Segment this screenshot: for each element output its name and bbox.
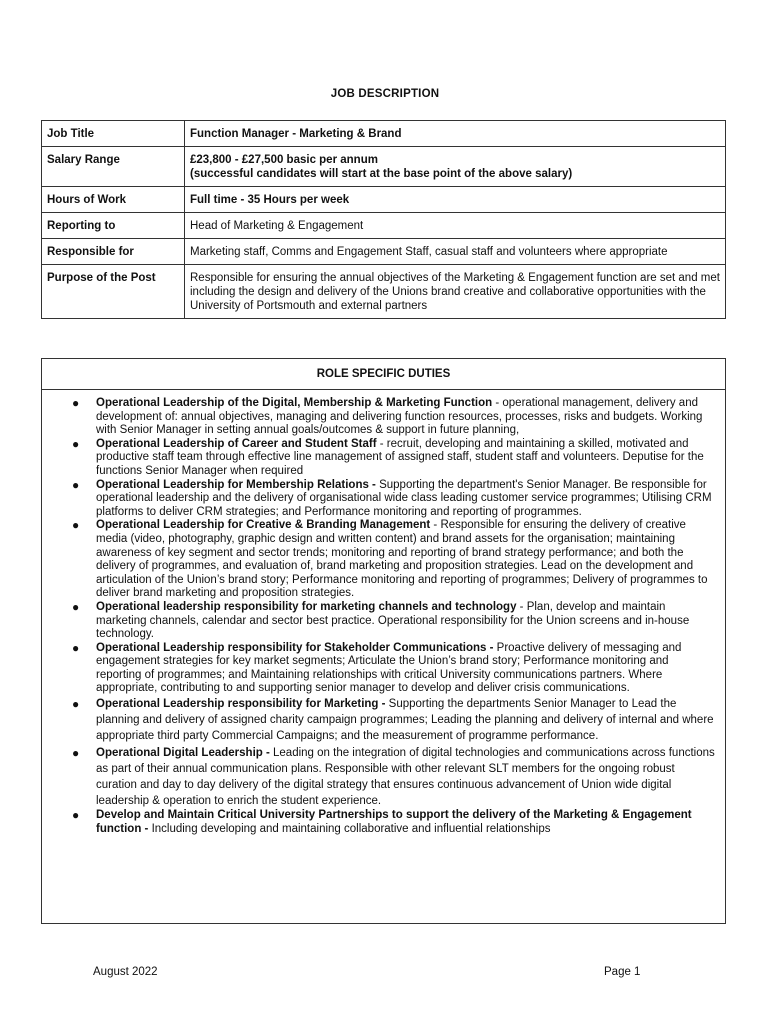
- bullet-icon: ●: [72, 640, 80, 655]
- duty-item: [42, 519, 725, 601]
- duty-heading: Operational Leadership responsibility for Marketing -: [96, 698, 386, 711]
- info-value-text: Responsible for ensuring the annual objectives of the Marketing & Engagement function are set and met including the design and delivery of the Unions brand creative and collaborative opportunities with the University of Portsmouth and external partners: [190, 272, 720, 312]
- duty-heading: Operational leadership responsibility for marketing channels and technology: [96, 600, 517, 613]
- bullet-icon: ●: [72, 477, 80, 492]
- info-value-note: (successful candidates will start at the base point of the above salary): [190, 168, 573, 180]
- duty-text: Proactive delivery of messaging and engagement strategies for key market segments; Articulate the Union’s brand story; Performance monitoring and reporting of programmes; and Maintaining relationships with critical University communications partners. Where appropriate, contributing to and supporting senior manager to develop and deliver crisis communications.: [96, 641, 682, 695]
- duty-item: [42, 696, 725, 745]
- info-row: [42, 265, 726, 319]
- info-row: [42, 213, 726, 239]
- bullet-icon: ●: [72, 518, 80, 533]
- footer-page-number: Page 1: [604, 966, 641, 978]
- info-label: Salary Range: [42, 147, 185, 187]
- duties-heading: ROLE SPECIFIC DUTIES: [42, 359, 725, 390]
- duty-item: [42, 642, 725, 696]
- info-value: [185, 265, 726, 319]
- info-value-text: Function Manager - Marketing & Brand: [190, 128, 402, 140]
- bullet-icon: ●: [72, 436, 80, 451]
- info-label: Job Title: [42, 121, 185, 147]
- duty-heading: Operational Leadership responsibility for Stakeholder Communications -: [96, 641, 494, 654]
- duty-item: [42, 745, 725, 810]
- duty-heading: Operational Leadership for Creative & Branding Management: [96, 519, 431, 532]
- duty-heading: Operational Digital Leadership -: [96, 746, 270, 759]
- duty-item: [42, 479, 725, 520]
- document-title: JOB DESCRIPTION: [330, 88, 440, 100]
- info-value-text: Head of Marketing & Engagement: [190, 220, 364, 232]
- info-value-text: £23,800 - £27,500 basic per annum: [190, 154, 378, 166]
- info-value: [185, 239, 726, 265]
- duty-text: - Responsible for ensuring the delivery of creative media (video, photography, graphic design and written content) and brand assets for the organisation; maintaining awareness of key segment and sector trends; monitoring and reporting of brand strategy performance; and both the delivery of programmes, and evaluation of, brand marketing and proposition strategies. Lead on the development and articulation of the Union’s brand story; Performance monitoring and reporting of programmes; Delivery of programmes to deliver brand marketing and proposition strategies.: [96, 519, 708, 600]
- bullet-icon: ●: [72, 745, 80, 760]
- duty-text: Supporting the department's Senior Manager. Be responsible for operational leadership and the delivery of organisational wide class leading customer service programmes; Utilising CRM platforms to deliver CRM strategies; and Performance monitoring and reporting of programmes.: [96, 478, 712, 518]
- info-label: Hours of Work: [42, 187, 185, 213]
- bullet-icon: ●: [72, 396, 80, 410]
- duty-item: [42, 397, 725, 438]
- role-duties-box: [41, 358, 726, 924]
- info-value: [185, 213, 726, 239]
- info-value: [185, 187, 726, 213]
- bullet-icon: ●: [72, 599, 80, 614]
- duty-item: [42, 438, 725, 479]
- duty-text: - operational management, delivery and development of: annual objectives, managing and delivering function resources, processes, risks and budgets. Working with Senior Manager in setting annual goals/outcomes & support in future planning,: [96, 397, 703, 437]
- duty-text: - Plan, develop and maintain marketing channels, calendar and sector best practice. Operational responsibility for the Union screens and in-house technology.: [96, 600, 690, 641]
- info-value-text: Marketing staff, Comms and Engagement Staff, casual staff and volunteers where appropriate: [190, 246, 668, 258]
- info-value-text: Full time - 35 Hours per week: [190, 194, 350, 206]
- duty-text: Supporting the departments Senior Manager to Lead the planning and delivery of assigned charity campaign programmes; Leading the planning and delivery of internal and where appropriate third party Commercial Campaigns; and the measurement of programme performance.: [96, 698, 714, 743]
- info-row: [42, 239, 726, 265]
- job-info-table: [41, 120, 726, 319]
- duty-heading: Operational Leadership of the Digital, Membership & Marketing Function: [96, 397, 493, 409]
- duty-heading: Develop and Maintain Critical University Partnerships to support the delivery of the Marketing & Engagement function -: [96, 809, 692, 836]
- info-label: Purpose of the Post: [42, 265, 185, 319]
- info-row: [42, 187, 726, 213]
- info-value: [185, 147, 726, 187]
- duty-item: [42, 601, 725, 642]
- info-value: [185, 121, 726, 147]
- duty-text: Leading on the integration of digital technologies and communications across functions as part of their annual communication plans. Responsible with other relevant SLT members for the ongoing robust curation and day to day delivery of the digital strategy that ensures continuous advancement of Union wide digital leadership & operation to enrich the student experience.: [96, 746, 715, 808]
- info-row: [42, 121, 726, 147]
- duty-heading: Operational Leadership for Membership Relations -: [96, 478, 376, 491]
- bullet-icon: ●: [72, 697, 80, 712]
- info-label: Reporting to: [42, 213, 185, 239]
- duty-item: [42, 809, 725, 836]
- duty-text: - recruit, developing and maintaining a skilled, motivated and productive staff team through effective line management of assigned staff, student staff and volunteers. Deputise for the functions Senior Manager when required: [96, 437, 704, 477]
- duty-text: Including developing and maintaining collaborative and influential relationships: [148, 823, 551, 836]
- footer-date: August 2022: [93, 966, 158, 978]
- duty-heading: Operational Leadership of Career and Student Staff: [96, 437, 377, 450]
- bullet-icon: ●: [72, 808, 80, 823]
- info-label: Responsible for: [42, 239, 185, 265]
- info-row: [42, 147, 726, 187]
- duties-list: [42, 390, 725, 837]
